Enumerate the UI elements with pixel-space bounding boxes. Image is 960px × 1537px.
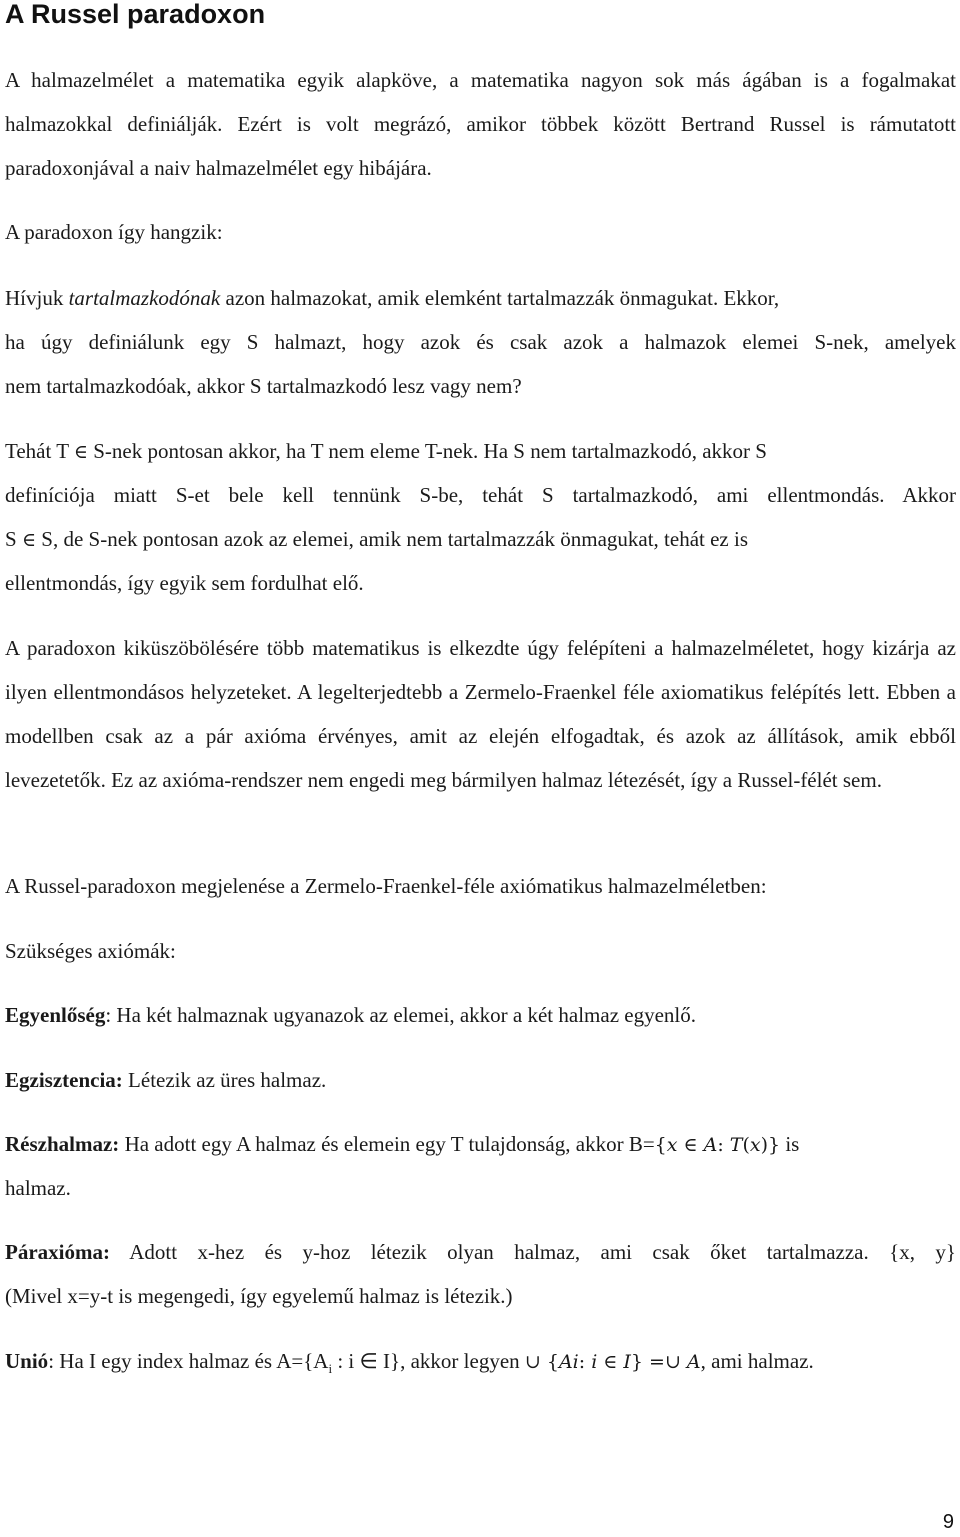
zf-heading: A Russel-paradoxon megjelenése a Zermelo-Fraenkel-féle axiómatikus halmazelméletben: [5, 874, 767, 898]
lead-text: A paradoxon így hangzik: [5, 220, 223, 244]
argument-line-1 [5, 429, 956, 474]
axiom-subset-line-1 [5, 1122, 956, 1167]
axiom-pairing-line-2: (Mivel x=y-t is megengedi, így egyelemű halmaz is létezik.) [5, 1284, 513, 1308]
element-of-symbol: ∈ [73, 441, 88, 463]
argument-line-1-rest: S-nek pontosan akkor, ha T nem eleme T-nek. Ha S nem tartalmazkodó, akkor S [93, 439, 767, 463]
page-number: 9 [942, 1511, 954, 1533]
axiom-pairing-line-1 [5, 1230, 956, 1274]
definition-line-1 [5, 276, 956, 320]
axiom-union-label: Unió [5, 1349, 49, 1373]
page-title: A Russel paradoxon [5, 0, 266, 29]
axiom-existence [5, 1058, 956, 1102]
definition-line-2: ha úgy definiálunk egy S halmazt, hogy azok és csak azok a halmazok elemei S-nek, amelyek [5, 330, 956, 354]
argument-line-3-rest: S, de S-nek pontosan azok az elemei, amik nem tartalmazzák önmagukat, tehát ez is [41, 527, 749, 551]
axiom-existence-text: Létezik az üres halmaz. [122, 1068, 327, 1092]
intro-paragraph: A halmazelmélet a matematika egyik alapköve, a matematika nagyon sok más ágában is a fogalmakat halmazokkal definiálják. Ezért is volt megrázó, amikor többek között Bertrand Russel is rámutatott paradoxonjával a naiv halmazelmélet egy hibájára. [5, 68, 956, 180]
argument-line-3 [5, 517, 956, 562]
axiom-pairing-label: Páraxióma: [5, 1240, 110, 1264]
resolution-paragraph: A paradoxon kiküszöbölésére több matematikus is elkezdte úgy felépíteni a halmazelméletet, hogy kizárja az ilyen ellentmondásos helyzeteket. A legelterjedtebb a Zermelo-Fraenkel féle axiomatikus felépítés lett. Ebben a modellben csak az a pár axióma érvényes, amit az elején elfogadtak, és azok az állítások, amik ebből levezetetők. Ez az axióma-rendszer nem engedi meg bármilyen halmaz létezését, így a Russel-félét sem. [5, 636, 956, 792]
definition-line-1-rest: azon halmazokat, amik elemként tartalmazzák önmagukat. Ekkor, [220, 286, 780, 310]
needed-axioms-heading: Szükséges axiómák: [5, 939, 176, 963]
axiom-subset-label: Részhalmaz: [5, 1132, 120, 1156]
union-formula: ∪ {𝐴𝑖: 𝑖 ∈ 𝐼} =∪ 𝐴 [524, 1351, 701, 1373]
axiom-existence-label: Egzisztencia: [5, 1068, 123, 1092]
axiom-equality-text: : Ha két halmaznak ugyanazok az elemei, akkor a két halmaz egyenlő. [105, 1003, 696, 1027]
definition-pre: Hívjuk [5, 286, 69, 310]
index-subscript: i [328, 1361, 333, 1377]
subset-formula: {𝑥 ∈ 𝐴: 𝑇(𝑥)} [654, 1134, 781, 1156]
axiom-equality-label: Egyenlőség [5, 1003, 106, 1027]
definition-line-3: nem tartalmazkodóak, akkor S tartalmazkodó lesz vagy nem? [5, 374, 522, 398]
axiom-union-text-1: : Ha I egy index halmaz és A={A [48, 1349, 329, 1373]
axiom-subset-text: Ha adott egy A halmaz és elemein egy T tulajdonság, akkor B= [119, 1132, 655, 1156]
axiom-subset-line-2: halmaz. [5, 1176, 71, 1200]
argument-s: S [5, 527, 17, 551]
axiom-pairing-text: Adott x-hez és y-hoz létezik olyan halmaz, ami csak őket tartalmazza. {x, y} [109, 1240, 956, 1264]
axiom-subset-is: is [780, 1132, 800, 1156]
axiom-union-text-2: : i ∈ I}, akkor legyen [332, 1349, 525, 1373]
axiom-union [5, 1339, 956, 1384]
argument-line-4: ellentmondás, így egyik sem fordulhat elő. [5, 571, 364, 595]
axiom-equality [5, 993, 956, 1037]
argument-line-2: definíciója miatt S-et bele kell tennünk S-be, tehát S tartalmazkodó, ami ellentmondás. Akkor [5, 483, 956, 507]
axiom-union-end: , ami halmaz. [700, 1349, 814, 1373]
definition-term: tartalmazkodónak [68, 286, 221, 310]
argument-t: Tehát T [5, 439, 69, 463]
element-of-symbol-2: ∈ [21, 529, 37, 551]
